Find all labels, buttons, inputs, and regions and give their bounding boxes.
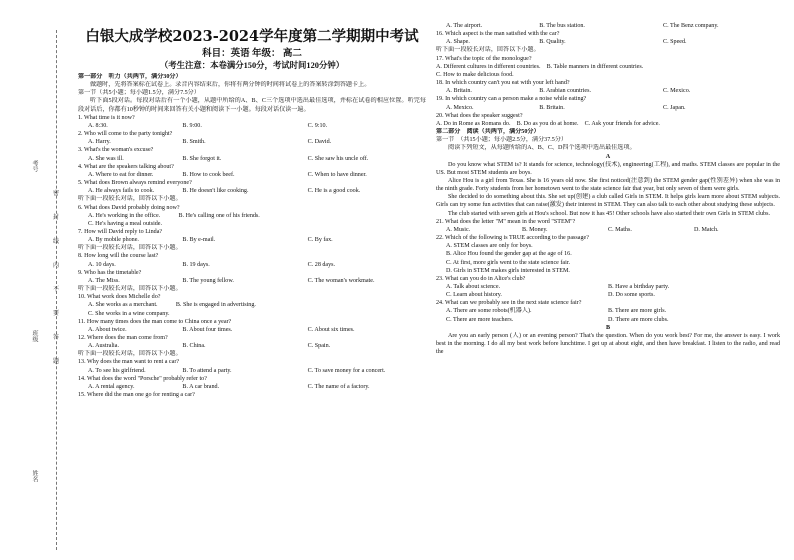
answer-options [436, 226, 780, 234]
answer-options [78, 383, 426, 391]
text-line: 第一节（共5小题；每小题1.5分，满分7.5分） [78, 90, 200, 97]
seal-char: 线 [53, 239, 60, 245]
name-label: 姓名 [31, 470, 37, 482]
answer-option: C. The name of a factory. [307, 383, 370, 390]
text-line: Do you know what STEM is? It stands for science, technology(技术), engineering(工程), and maths. STEM classes are popular in the US. But most STEM students are boys. [436, 161, 780, 176]
answer-option: B. By e-mail. [182, 237, 216, 244]
answer-option: C. Japan. [663, 104, 686, 111]
answer-option: B. He doesn't like cooking. [182, 188, 249, 195]
answer-options [78, 236, 426, 244]
text-line: 13. Why does the man want to rent a car? [78, 359, 180, 366]
answer-option: C. 28 days. [307, 261, 336, 268]
text-line: 8. How long will the course last? [78, 253, 159, 260]
answer-option: A. Talk about science. [446, 284, 501, 290]
left-question-body [78, 73, 426, 399]
text-line: 12. Where does the man come from? [78, 335, 168, 341]
answer-options [78, 187, 426, 195]
answer-options [78, 261, 426, 269]
answer-option: B. About four times. [182, 326, 233, 333]
answer-option: B. The bus station. [539, 23, 585, 29]
answer-options [436, 283, 780, 291]
answer-option: B. 9:00. [182, 122, 202, 129]
text-line: 2. Who will come to the party tonight? [78, 131, 173, 138]
section-heading: C. She works in a wine company. [88, 310, 170, 317]
answer-option: A. By mobile phone. [88, 237, 139, 244]
answer-option: B. A car brand. [182, 383, 220, 390]
section-heading: D. Girls in STEM makes girls interested in STEM. [446, 267, 570, 274]
exam-subtitle: 科目：英语 年级： 高二 [202, 49, 302, 59]
answer-options [436, 87, 780, 95]
seal-char: 密 [53, 191, 60, 197]
text-line: 第一节 （共15小题；每小题2.5分，满分37.5分） [436, 137, 568, 144]
text-line: 听下面一段较长对话，回答以下小题。 [78, 286, 182, 293]
text-line: 9. Who has the timetable? [78, 269, 142, 276]
answer-options [436, 307, 780, 315]
text-line: 17. What's the topic of the monologue? [436, 55, 532, 62]
text-line: Are you an early person (人) or an evening person? That's the question. When do you work best? For me, the answer is easy. I work best in the morning. I do all my best work before lunchtime. I get up at about eight, and then have breakfast. I listen to the radio, and read the [436, 332, 780, 356]
text-line: 阅读下列短文，从每题所给的A、B、C、D四个选项中选出最佳选项。 [448, 145, 636, 152]
right-question-body [436, 22, 780, 356]
answer-option: A. The airport. [446, 23, 483, 29]
text-line: 16. Which aspect is the man satisfied with the car? [436, 31, 560, 38]
answer-option: C. She saw his uncle off. [307, 155, 369, 162]
exam-note: （考生注意：本卷满分150分，考试时间120分钟） [159, 61, 345, 70]
answer-option: D. Match. [694, 226, 719, 233]
exam-number-label: 考号 [31, 160, 37, 172]
answer-option: A. About twice. [88, 326, 127, 333]
answer-option: C. The woman's workmate. [307, 277, 375, 284]
answer-option: A. 10 days. [88, 261, 116, 268]
text-line: 6. What does David probably doing now? [78, 204, 180, 211]
text-line: 18. In which country can't you eat with your left hand? [436, 80, 570, 87]
section-heading: 第二部分 阅读（共两节，满分50分） [436, 129, 540, 136]
answer-options [436, 38, 780, 46]
answer-option: C. 9:10. [307, 122, 328, 129]
answer-options [78, 342, 426, 350]
text-line: 21. What does the letter "M" mean in the word "STEM"? [436, 218, 576, 225]
text-line: 1. What time is it now? [78, 114, 135, 121]
answer-option: C. Spain. [307, 343, 331, 350]
text-line: 22. Which of the following is TRUE according to the passage? [436, 235, 589, 242]
answer-options [78, 171, 426, 179]
section-heading: B [605, 324, 611, 331]
seal-char: 内 [53, 263, 60, 269]
answer-option: A. The Miss. [88, 277, 120, 284]
right-column [436, 22, 780, 356]
section-heading: A [605, 153, 611, 160]
answer-options [78, 155, 426, 163]
text-line: 5. What does Brown always remind everyone? [78, 180, 192, 187]
answer-option: A. She was ill. [88, 155, 124, 162]
answer-option: C. He is a good cook. [307, 188, 361, 195]
seal-char: 题 [53, 359, 60, 365]
text-line: A. Different cultures in different countries. B. Table manners in different countries. [436, 63, 644, 70]
answer-option: B. China. [182, 343, 206, 350]
text-line: 听下面一段较长对话，回答以下小题。 [78, 351, 182, 358]
answer-options [436, 316, 780, 324]
text-line: The club started with seven girls at Hou's school. But now it has 45! Other schools have also started their own Girls in STEM clubs. [448, 210, 770, 217]
class-label: 班级 [31, 330, 37, 342]
answer-option: D. Do some sports. [608, 292, 655, 299]
left-column [78, 22, 426, 399]
text-line: 24. What can we probably see in the next state science fair? [436, 300, 582, 307]
text-line: 15. Where did the man one go for renting a car? [78, 392, 195, 399]
answer-options [436, 104, 780, 112]
text-line: A. Do in Rome as Romans do. B. Do as you do at home. C. Ask your friends for advice. [436, 120, 660, 127]
answer-option: A. A rental agency. [88, 383, 135, 390]
answer-option: B. Britain. [539, 104, 565, 111]
text-line: 23. What can you do in Alice's club? [436, 275, 526, 282]
text-line: 听下面5段对话。每段对话后有一个小题，从题中所给的A、B、C三个选项中选出最佳选项，并标在试卷的相应位置。听完每段对话后，你都有10秒钟的时间来回答有关小题和阅读下一小题。每段对话仅读一遍。 [78, 98, 426, 113]
answer-option: A. To see his girlfriend. [88, 367, 146, 374]
answer-option: B. How to cook beef. [182, 171, 235, 178]
answer-options [436, 291, 780, 299]
answer-option: C. The Benz company. [663, 23, 719, 29]
answer-option: A. Music. [446, 226, 471, 233]
answer-option: C. Mexico. [663, 88, 691, 95]
seal-char: 封 [53, 215, 60, 221]
section-heading: C. He's having a meal outside. [88, 220, 163, 227]
answer-option: A. Mexico. [446, 104, 474, 111]
text-line: 做题时，先将答案标在试卷上。录音内容结束后，你将有两分钟的时间将试卷上的答案转涂到答题卡上。 [90, 82, 371, 89]
binding-margin [0, 0, 66, 560]
answer-option: A. Britain. [446, 88, 472, 95]
text-line: 11. How many times does the man come to China once a year? [78, 318, 232, 325]
text-line: 3. What's the woman's excuse? [78, 147, 154, 154]
answer-option: B. Have a birthday party. [608, 284, 670, 290]
exam-title: 白银大成学校2023-2024学年度第二学期期中考试 [85, 28, 419, 45]
section-heading: A. STEM classes are only for boys. [446, 243, 533, 250]
answer-option: A. Shape. [446, 39, 470, 46]
answer-option: D. There are more clubs. [608, 316, 669, 323]
answer-option: C. Speed. [663, 39, 687, 46]
text-line: 7. How will David reply to Linda? [78, 228, 163, 235]
answer-option: B. The young fellow. [182, 277, 234, 284]
text-line: She decided to do something about this. She set up(创建) a club called Girls in STEM. It helps girls learn more about STEM subjects. Girls can try some fun activities that can raise(激发) their interest in STEM. They can also talk to each other about studying these subjects. [436, 194, 780, 209]
section-heading: 第一部分 听力（共两节，满分30分） [78, 74, 182, 80]
text-line: Alice Hou is a girl from Texas. She is 16 years old now. She first noticed(注意到) the STEM gender gap(性别差异) when she was in the ninth grade. Forty students from her hometown went to the state science fair that year, but only seven of them were girls. [436, 177, 780, 193]
text-line: 听下面一段较长对话，回答以下小题。 [436, 47, 540, 54]
answer-option: B. There are more girls. [608, 308, 667, 315]
text-line: 19. In which country can a person make a noise while eating? [436, 96, 587, 103]
text-line: 听下面一段较长对话，回答以下小题。 [78, 196, 182, 203]
answer-options [78, 326, 426, 334]
text-line: C. How to make delicious food. [436, 71, 514, 78]
text-line: 20. What does the speaker suggest? [436, 112, 523, 119]
section-heading: B. Alice Hou found the gender gap at the age of 16. [446, 251, 572, 258]
text-line: 10. What work does Michelle do? [78, 294, 161, 301]
text-line: 听下面一段较长对话，回答以下小题。 [78, 245, 182, 252]
answer-option: B. To attend a party. [182, 367, 232, 374]
answer-options [78, 138, 426, 146]
answer-option: C. To save money for a concert. [307, 367, 386, 374]
answer-option: A. He always fails to cook. [88, 188, 155, 195]
section-heading: C. At first, more girls went to the state science fair. [446, 259, 571, 266]
answer-option: C. When to have dinner. [307, 171, 367, 178]
text-line: 14. What does the word "Porsche" probably refer to? [78, 375, 207, 382]
answer-option: C. Learn about history. [446, 292, 502, 299]
answer-options [436, 22, 780, 30]
answer-option: A. Australia. [88, 343, 119, 350]
answer-option: A. There are some robots(机器人). [446, 308, 532, 315]
section-heading: A. He's working in the office. B. He's calling one of his friends. [88, 212, 260, 219]
seal-char: 答 [53, 335, 60, 341]
answer-option: B. She forgot it. [182, 155, 222, 162]
answer-option: B. Smith. [182, 139, 206, 146]
answer-option: B. Arabian countries. [539, 88, 591, 95]
answer-option: B. Money. [522, 226, 548, 233]
answer-option: A. Where to eat for dinner. [88, 171, 154, 178]
section-heading: A. She works as a merchant. B. She is engaged in advertising. [88, 302, 256, 309]
answer-option: A. 8:30. [88, 122, 108, 129]
text-line: 4. What are the speakers talking about? [78, 163, 174, 170]
answer-option: A. Harry. [88, 139, 111, 146]
answer-option: C. About six times. [307, 326, 355, 333]
answer-options [78, 367, 426, 375]
answer-option: C. By fax. [307, 237, 333, 244]
answer-option: C. David. [307, 139, 332, 146]
seal-char: 不 [53, 287, 60, 293]
answer-options [78, 277, 426, 285]
answer-option: B. Quality. [539, 39, 566, 46]
answer-option: C. There are more teachers. [446, 316, 514, 323]
answer-options [78, 122, 426, 130]
answer-option: C. Maths. [608, 226, 632, 233]
answer-option: B. 19 days. [182, 261, 210, 268]
seal-char: 要 [53, 311, 60, 317]
